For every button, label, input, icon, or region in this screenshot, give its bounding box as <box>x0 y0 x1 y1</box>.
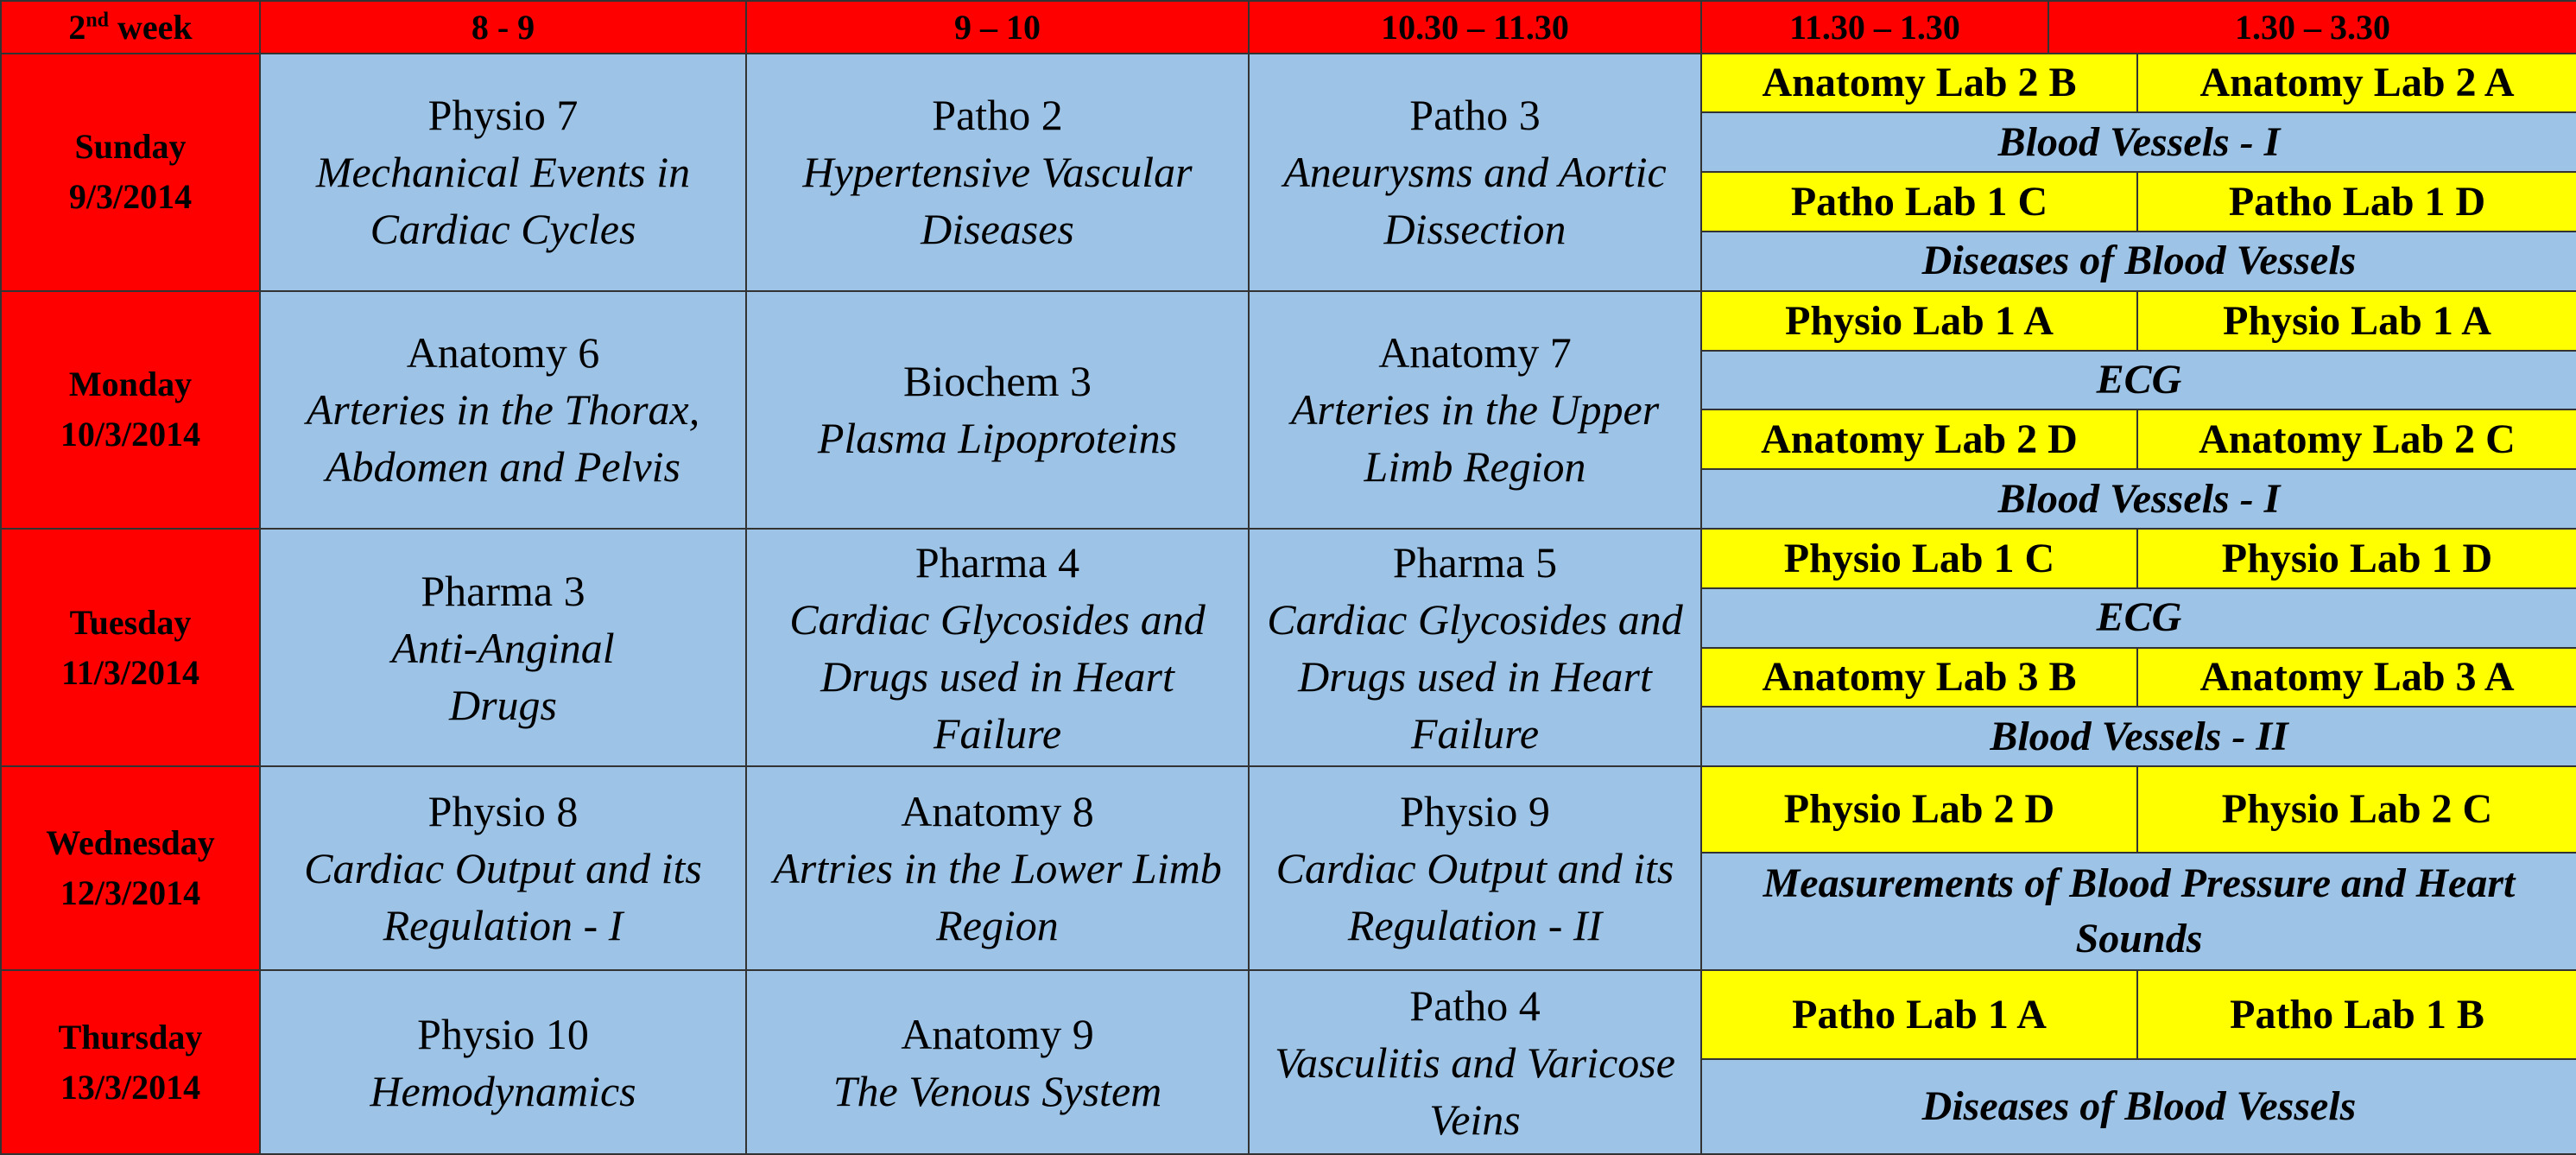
lab-topic: Measurements of Blood Pressure and Heart Sounds <box>1701 853 2576 971</box>
lecture-code: Patho 2 <box>932 91 1063 140</box>
lecture-cell <box>746 970 1249 1154</box>
day-date: 9/3/2014 <box>68 177 193 217</box>
lecture-cell <box>1249 54 1701 291</box>
lecture-topic: The Venous System <box>832 1066 1162 1115</box>
lecture-cell <box>260 291 746 529</box>
lab-topic: Blood Vessels - I <box>1701 112 2576 172</box>
lecture-cell <box>1249 529 1701 766</box>
lecture-cell <box>260 529 746 766</box>
day-row-wednesday <box>1 766 2576 853</box>
day-cell <box>1 291 260 529</box>
lecture-topic: Cardiac Output and its Regulation - II <box>1275 844 1674 950</box>
lab-group-right: Patho Lab 1 B <box>2137 970 2576 1059</box>
lecture-code: Physio 7 <box>427 91 579 140</box>
week-number: 2 <box>68 7 86 47</box>
lab-group-right: Anatomy Lab 2 C <box>2137 409 2576 469</box>
lecture-code: Anatomy 8 <box>901 787 1094 836</box>
day-name: Tuesday <box>69 602 192 642</box>
lab-group-right: Anatomy Lab 3 A <box>2137 648 2576 708</box>
lecture-code: Pharma 4 <box>915 537 1080 587</box>
week-label <box>1 1 260 54</box>
header-row <box>1 1 2576 54</box>
lecture-code: Pharma 5 <box>1392 537 1558 587</box>
lecture-topic: Mechanical Events in Cardiac Cycles <box>315 148 691 254</box>
lecture-cell <box>260 970 746 1154</box>
slot-header-1: 8 - 9 <box>260 1 746 54</box>
slot-header-4: 11.30 – 1.30 <box>1701 1 2048 54</box>
day-row-thursday <box>1 970 2576 1059</box>
day-date: 13/3/2014 <box>60 1067 201 1107</box>
lab-group-left: Anatomy Lab 3 B <box>1701 648 2137 708</box>
day-name: Monday <box>68 365 193 404</box>
lecture-code: Anatomy 7 <box>1378 328 1572 378</box>
lab-group-left: Physio Lab 2 D <box>1701 766 2137 853</box>
lab-group-right: Physio Lab 1 A <box>2137 291 2576 351</box>
lecture-cell <box>1249 766 1701 970</box>
lecture-code: Physio 10 <box>417 1009 589 1058</box>
lecture-topic: Hypertensive Vascular Diseases <box>802 148 1193 254</box>
slot-header-3: 10.30 – 11.30 <box>1249 1 1701 54</box>
lecture-code: Physio 8 <box>427 787 579 836</box>
lab-group-right: Physio Lab 2 C <box>2137 766 2576 853</box>
lecture-code: Biochem 3 <box>902 357 1092 406</box>
day-cell <box>1 54 260 291</box>
day-date: 11/3/2014 <box>60 652 200 692</box>
lab-group-left: Patho Lab 1 A <box>1701 970 2137 1059</box>
lab-topic: Diseases of Blood Vessels <box>1701 1059 2576 1154</box>
lecture-cell <box>1249 291 1701 529</box>
lab-group-left: Anatomy Lab 2 B <box>1701 54 2137 113</box>
lecture-topic: Arteries in the Thorax, Abdomen and Pelvis <box>306 385 700 492</box>
lecture-topic: Cardiac Glycosides and Drugs used in Heart Failure <box>789 594 1206 758</box>
lab-group-left: Anatomy Lab 2 D <box>1701 409 2137 469</box>
lab-topic: ECG <box>1701 588 2576 648</box>
lab-topic: Diseases of Blood Vessels <box>1701 232 2576 291</box>
lab-topic: Blood Vessels - II <box>1701 707 2576 766</box>
lecture-code: Anatomy 9 <box>901 1009 1094 1058</box>
day-name: Wednesday <box>46 823 215 863</box>
day-date: 10/3/2014 <box>60 415 201 454</box>
day-row-monday <box>1 291 2576 351</box>
lecture-topic: Hemodynamics <box>370 1066 636 1115</box>
lab-topic: ECG <box>1701 351 2576 410</box>
lecture-topic: Cardiac Output and its Regulation - I <box>304 844 702 950</box>
week-word: week <box>109 7 193 47</box>
day-row-sunday <box>1 54 2576 113</box>
lab-group-right: Patho Lab 1 D <box>2137 172 2576 232</box>
lecture-cell <box>746 291 1249 529</box>
lecture-code: Physio 9 <box>1400 787 1550 836</box>
lecture-cell <box>1249 970 1701 1154</box>
lecture-topic: Anti-Anginal Drugs <box>391 623 615 729</box>
lecture-cell <box>260 766 746 970</box>
slot-header-5: 1.30 – 3.30 <box>2048 1 2576 54</box>
lecture-topic: Cardiac Glycosides and Drugs used in Heart Failure <box>1267 594 1683 758</box>
day-name: Sunday <box>74 127 187 167</box>
lecture-cell <box>746 54 1249 291</box>
lecture-code: Patho 3 <box>1409 91 1541 140</box>
day-cell <box>1 529 260 766</box>
day-date: 12/3/2014 <box>60 873 201 913</box>
slot-header-2: 9 – 10 <box>746 1 1249 54</box>
week-ordinal-suffix: nd <box>85 9 110 32</box>
lecture-cell <box>260 54 746 291</box>
lab-group-left: Patho Lab 1 C <box>1701 172 2137 232</box>
lab-topic: Blood Vessels - I <box>1701 469 2576 529</box>
lab-group-left: Physio Lab 1 A <box>1701 291 2137 351</box>
lecture-cell <box>746 766 1249 970</box>
lab-group-right: Physio Lab 1 D <box>2137 529 2576 588</box>
lecture-topic: Plasma Lipoproteins <box>817 414 1178 463</box>
lab-group-left: Physio Lab 1 C <box>1701 529 2137 588</box>
lecture-topic: Aneurysms and Aortic Dissection <box>1283 148 1667 254</box>
day-cell <box>1 766 260 970</box>
day-cell <box>1 970 260 1154</box>
lecture-code: Patho 4 <box>1409 980 1541 1030</box>
lecture-code: Anatomy 6 <box>406 328 600 378</box>
lecture-topic: Vasculitis and Varicose Veins <box>1275 1038 1675 1144</box>
lecture-cell <box>746 529 1249 766</box>
lecture-topic: Artries in the Lower Limb Region <box>773 844 1222 950</box>
day-name: Thursday <box>58 1017 203 1057</box>
lecture-code: Pharma 3 <box>421 566 585 615</box>
lab-group-right: Anatomy Lab 2 A <box>2137 54 2576 113</box>
day-row-tuesday <box>1 529 2576 588</box>
lecture-topic: Arteries in the Upper Limb Region <box>1290 385 1660 492</box>
